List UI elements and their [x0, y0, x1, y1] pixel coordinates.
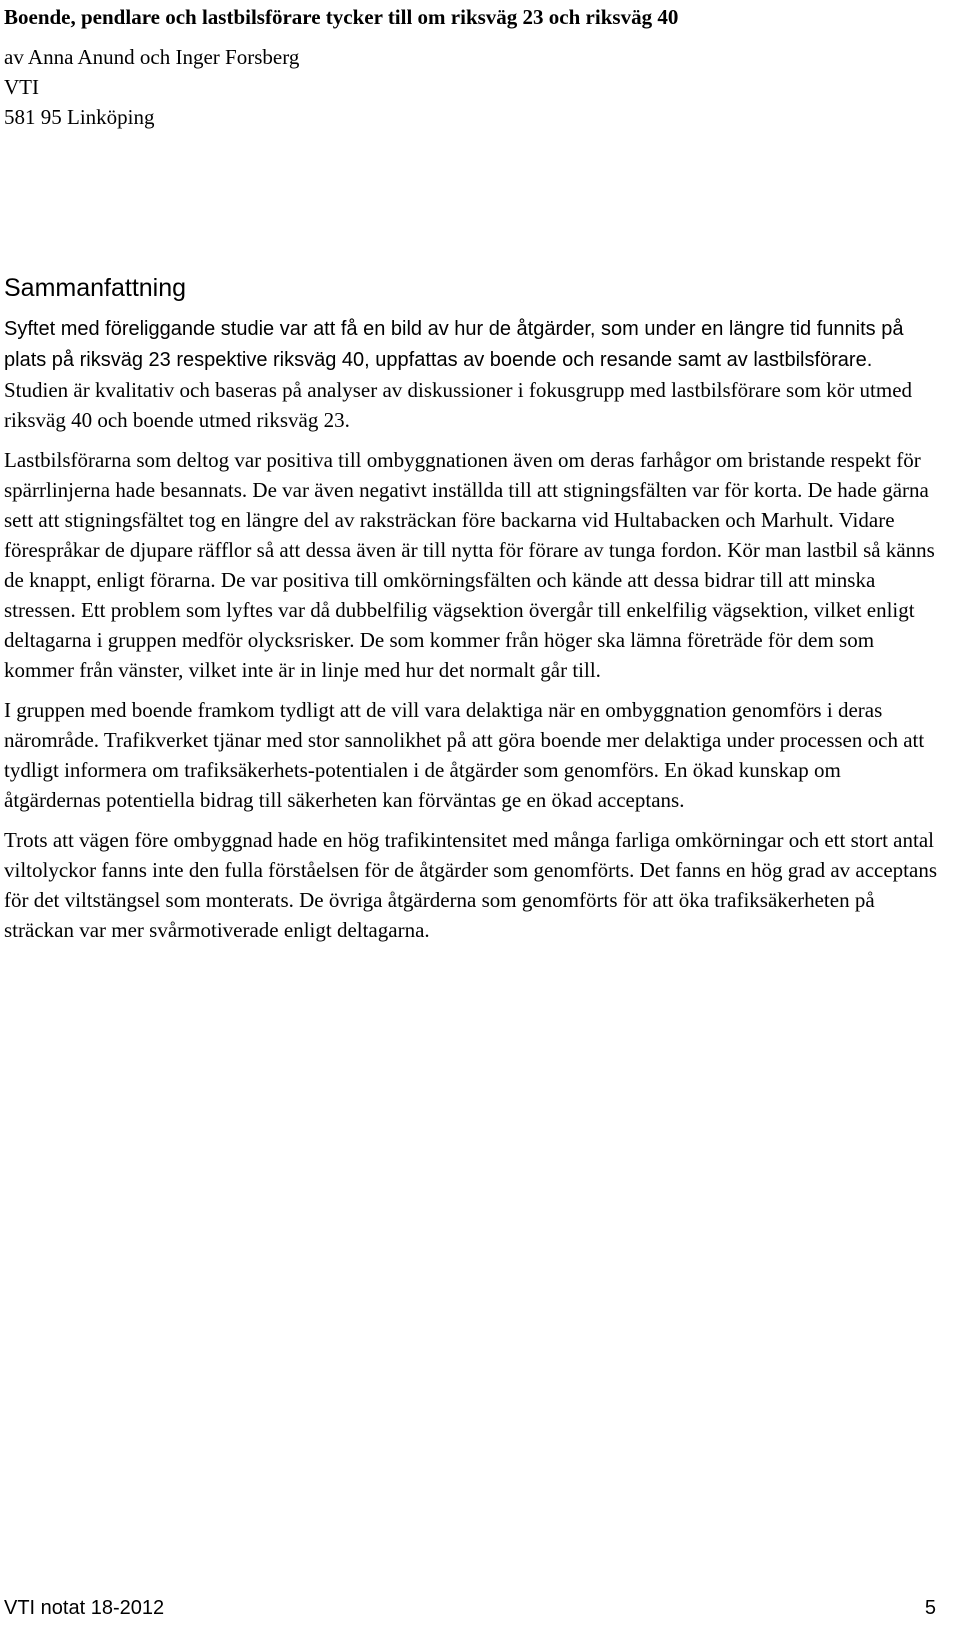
- footer-page-number: 5: [924, 1597, 936, 1619]
- footer-report-id: VTI notat 18-2012: [4, 1597, 165, 1619]
- summary-paragraph: Trots att vägen före ombyggnad hade en hög trafikintensitet med många farliga omkörningar och ett stort antal viltolyckor fanns inte den fulla förståelsen för de åtgärder som genomförts. Det fanns en hög grad av acceptans för det viltstängsel som monterats. De övriga åtgärderna som genomförts för att öka trafiksäkerheten på sträckan var mer svårmotiverade enligt deltagarna.: [4, 828, 938, 942]
- summary-paragraph: Lastbilsförarna som deltog var positiva till ombyggnationen även om deras farhågor om bristande respekt för spärrlinjerna hade besannats. De var även negativt inställda till att stigningsfälten var för korta. De hade gärna sett att stigningsfältet tog en längre del av raksträckan före backarna vid Hultabacken och Marhult. Vidare förespråkar de djupare räfflor så att dessa även är till nytta för förare av tunga fordon. Kör man lastbil så känns de knappt, enligt förarna. De var positiva till omkörningsfälten och kände att dessa bidrar till att minska stressen. Ett problem som lyftes var då dubbelfilig vägsektion övergår till enkelfilig vägsektion, vilket enligt deltagarna i gruppen medför olycksrisker. De som kommer från höger ska lämna företräde för dem som kommer från vänster, vilket inte är in linje med hur det normalt går till.: [4, 448, 935, 682]
- address: 581 95 Linköping: [4, 105, 155, 129]
- summary-paragraph: [4, 313, 938, 435]
- summary-heading: Sammanfattning: [4, 274, 187, 302]
- document-page: [4, 0, 944, 945]
- summary-paragraph-sans-text: Syftet med föreliggande studie var att få en bild av hur de åtgärder, som under en längre tid funnits på plats på riksväg 23 respektive riksväg 40, uppfattas av boende och resande samt av lastbilsförare.: [4, 318, 904, 371]
- organization: VTI: [4, 75, 39, 99]
- summary-paragraph-serif-text: Studien är kvalitativ och baseras på analyser av diskussioner i fokusgrupp med lastbilsförare som kör utmed riksväg 40 och boende utmed riksväg 23.: [4, 378, 913, 432]
- authors: av Anna Anund och Inger Forsberg: [4, 45, 300, 69]
- document-title: Boende, pendlare och lastbilsförare tycker till om riksväg 23 och riksväg 40: [4, 5, 679, 29]
- summary-paragraph: I gruppen med boende framkom tydligt att de vill vara delaktiga när en ombyggnation genomförs i deras närområde. Trafikverket tjänar med stor sannolikhet på att göra boende mer delaktiga under processen och att tydligt informera om trafiksäkerhets-potentialen i de åtgärder som genomförs. En ökad kunskap om åtgärdernas potentiella bidrag till säkerheten kan förväntas ge en ökad acceptans.: [4, 698, 925, 812]
